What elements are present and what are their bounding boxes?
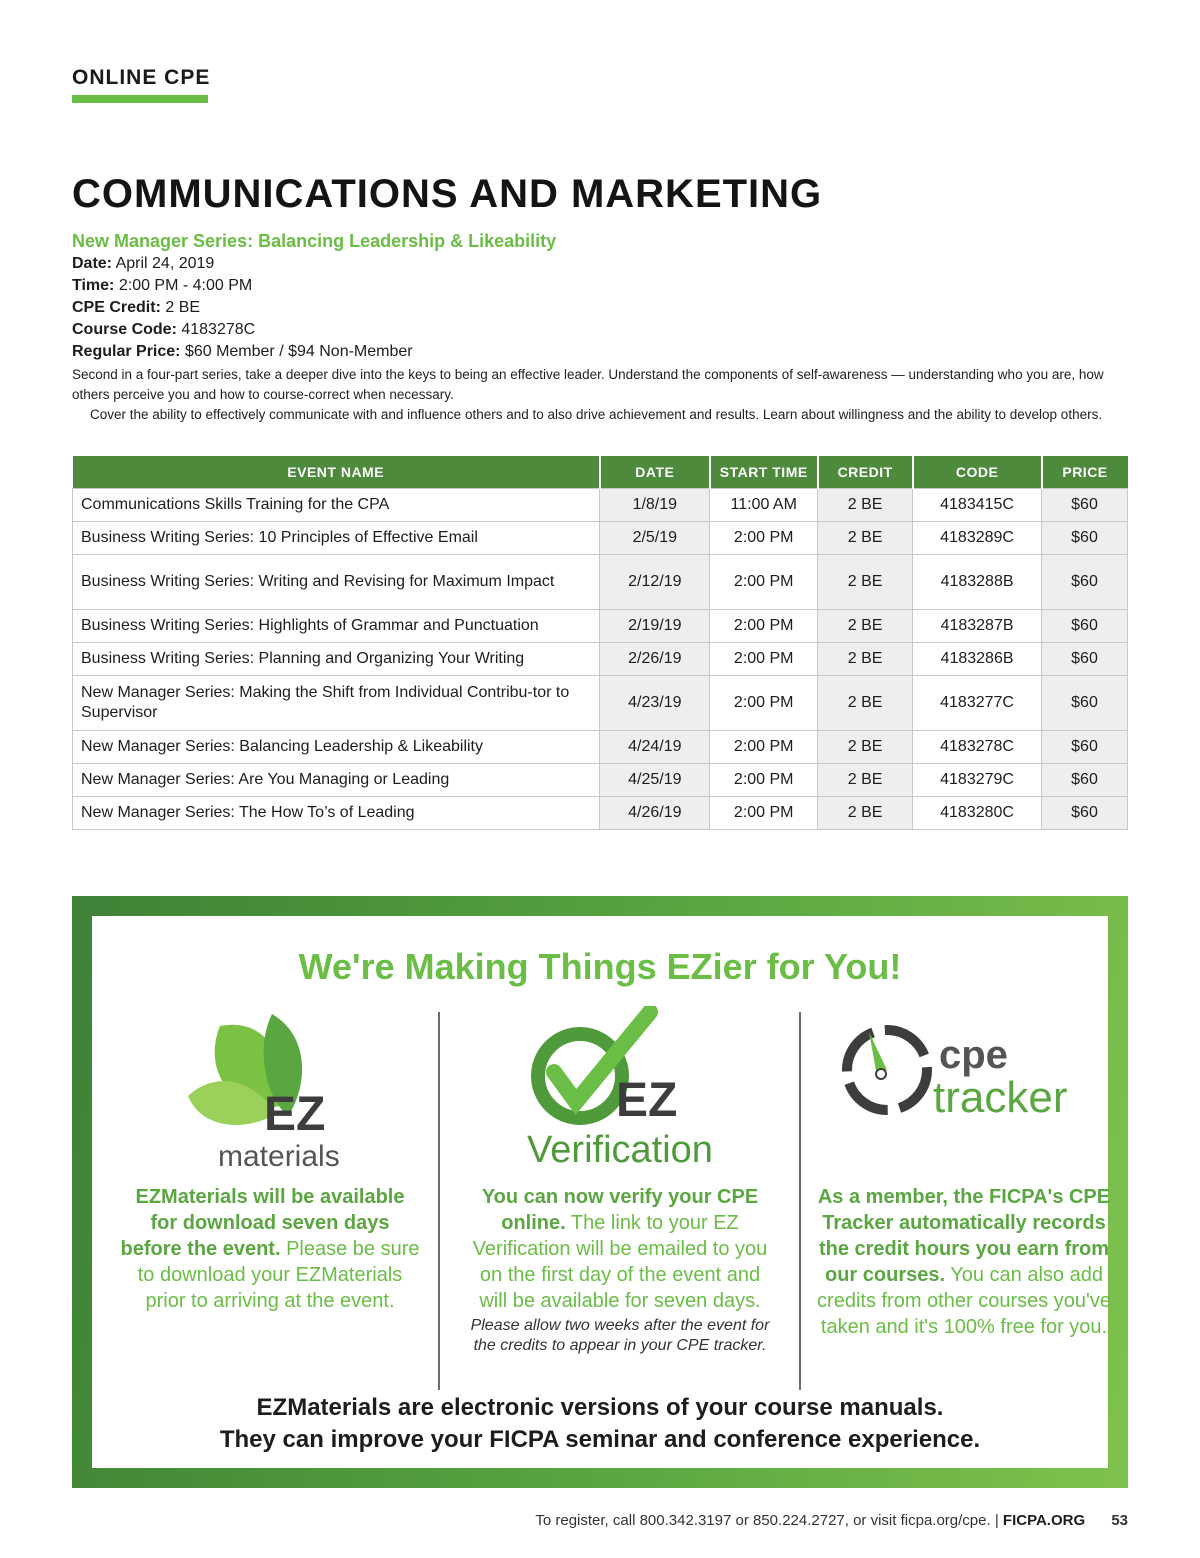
header-credit: CREDIT <box>818 456 913 489</box>
leaf-icon <box>180 1006 360 1178</box>
cell-credit: 2 BE <box>818 797 913 830</box>
cell-price: $60 <box>1042 797 1128 830</box>
cell-credit: 2 BE <box>818 489 913 522</box>
svg-text:cpe: cpe <box>939 1033 1008 1077</box>
section-label: ONLINE CPE <box>72 66 211 89</box>
cell-start-time: 2:00 PM <box>710 764 818 797</box>
table-row <box>73 610 1128 643</box>
cell-credit: 2 BE <box>818 731 913 764</box>
svg-text:tracker: tracker <box>933 1073 1068 1122</box>
cell-code: 4183287B <box>913 610 1042 643</box>
course-details <box>72 229 1132 425</box>
cell-price: $60 <box>1042 610 1128 643</box>
cell-date: 2/26/19 <box>600 643 710 676</box>
cell-event-name: Business Writing Series: Writing and Revising for Maximum Impact <box>73 555 600 610</box>
ez-materials-column <box>120 1006 420 1314</box>
cell-date: 4/25/19 <box>600 764 710 797</box>
page-footer <box>535 1512 1128 1529</box>
cell-start-time: 2:00 PM <box>710 797 818 830</box>
cell-code: 4183280C <box>913 797 1042 830</box>
cell-code: 4183415C <box>913 489 1042 522</box>
cell-code: 4183288B <box>913 555 1042 610</box>
cell-start-time: 2:00 PM <box>710 643 818 676</box>
cell-event-name: New Manager Series: Making the Shift from Individual Contribu-tor to Supervisor <box>73 676 600 731</box>
ez-verification-text: You can now verify your CPE online. The link to your EZ Verification will be emailed to you on the first day of the event and will be available for seven days. <box>472 1186 768 1312</box>
cell-credit: 2 BE <box>818 764 913 797</box>
header-code: CODE <box>913 456 1042 489</box>
svg-text:EZ: EZ <box>264 1088 326 1141</box>
cell-start-time: 2:00 PM <box>710 610 818 643</box>
header-price: PRICE <box>1042 456 1128 489</box>
cell-start-time: 11:00 AM <box>710 489 818 522</box>
footer-register-text: To register, call 800.342.3197 or 850.224.2727, or visit ficpa.org/cpe. <box>535 1512 991 1529</box>
ez-verification-column <box>470 1006 770 1356</box>
cell-date: 4/24/19 <box>600 731 710 764</box>
header-date: DATE <box>600 456 710 489</box>
page-number: 53 <box>1111 1512 1128 1529</box>
cell-date: 1/8/19 <box>600 489 710 522</box>
header-event-name: EVENT NAME <box>73 456 600 489</box>
compass-icon <box>829 1006 1099 1178</box>
course-time: Time: 2:00 PM - 4:00 PM <box>72 277 253 294</box>
promo-heading: We're Making Things EZier for You! <box>298 946 902 987</box>
cell-price: $60 <box>1042 643 1128 676</box>
table-row <box>73 764 1128 797</box>
promo-banner <box>72 896 1128 1488</box>
cell-event-name: Business Writing Series: Planning and Organizing Your Writing <box>73 643 600 676</box>
description-paragraph-1: Second in a four-part series, take a deeper dive into the keys to being an effective leader. Understand the components of self-awareness — understanding who you are, how others perceive you and how to course-correct when necessary. <box>72 367 1104 402</box>
course-code: Course Code: 4183278C <box>72 321 256 338</box>
svg-text:Verification: Verification <box>527 1129 713 1171</box>
table-header-row <box>73 456 1128 489</box>
cell-credit: 2 BE <box>818 522 913 555</box>
header-start-time: START TIME <box>710 456 818 489</box>
svg-text:EZ: EZ <box>616 1074 678 1127</box>
cell-credit: 2 BE <box>818 555 913 610</box>
course-price: Regular Price: $60 Member / $94 Non-Member <box>72 343 413 360</box>
ez-materials-logo <box>120 1006 420 1178</box>
cell-date: 2/19/19 <box>600 610 710 643</box>
table-row <box>73 731 1128 764</box>
cell-start-time: 2:00 PM <box>710 731 818 764</box>
cell-price: $60 <box>1042 764 1128 797</box>
section-underline <box>72 95 208 103</box>
cell-price: $60 <box>1042 555 1128 610</box>
course-date: Date: April 24, 2019 <box>72 255 215 272</box>
description-paragraph-2: Cover the ability to effectively communicate with and influence others and to also drive achievement and results. Learn about willingness and the ability to develop others. <box>90 407 1103 422</box>
cell-start-time: 2:00 PM <box>710 522 818 555</box>
cell-price: $60 <box>1042 522 1128 555</box>
promo-footer: EZMaterials are electronic versions of your course manuals. They can improve your FICPA seminar and conference experience. <box>219 1394 981 1453</box>
cell-date: 2/12/19 <box>600 555 710 610</box>
cpe-tracker-logo <box>814 1006 1114 1178</box>
cell-event-name: New Manager Series: The How To’s of Leading <box>73 797 600 830</box>
footer-site-link[interactable]: FICPA.ORG <box>1002 1512 1086 1529</box>
cell-credit: 2 BE <box>818 643 913 676</box>
cell-start-time: 2:00 PM <box>710 555 818 610</box>
cpe-tracker-text: As a member, the FICPA's CPE Tracker automatically records the credit hours you earn from our courses. You can also add credits from other courses you've taken and it's 100% free for you. <box>817 1186 1111 1338</box>
table-row <box>73 643 1128 676</box>
ez-verification-note: Please allow two weeks after the event for the credits to appear in your CPE tracker. <box>470 1317 770 1354</box>
cell-date: 4/23/19 <box>600 676 710 731</box>
cell-event-name: New Manager Series: Balancing Leadership & Likeability <box>73 731 600 764</box>
cell-code: 4183286B <box>913 643 1042 676</box>
column-divider <box>438 1012 440 1390</box>
cell-credit: 2 BE <box>818 676 913 731</box>
cell-event-name: Business Writing Series: 10 Principles of Effective Email <box>73 522 600 555</box>
promo-panel <box>92 916 1111 1468</box>
cell-date: 4/26/19 <box>600 797 710 830</box>
table-row <box>73 522 1128 555</box>
table-row <box>73 797 1128 830</box>
svg-text:materials: materials <box>218 1140 340 1173</box>
page-title: COMMUNICATIONS AND MARKETING <box>72 172 823 216</box>
column-divider <box>799 1012 801 1390</box>
cell-price: $60 <box>1042 731 1128 764</box>
table-row <box>73 489 1128 522</box>
cell-event-name: Business Writing Series: Highlights of Grammar and Punctuation <box>73 610 600 643</box>
cell-code: 4183289C <box>913 522 1042 555</box>
cell-code: 4183279C <box>913 764 1042 797</box>
cell-code: 4183277C <box>913 676 1042 731</box>
course-credit: CPE Credit: 2 BE <box>72 299 201 316</box>
cell-event-name: Communications Skills Training for the CPA <box>73 489 600 522</box>
cell-event-name: New Manager Series: Are You Managing or Leading <box>73 764 600 797</box>
cell-date: 2/5/19 <box>600 522 710 555</box>
table-row <box>73 555 1128 610</box>
ez-materials-text: EZMaterials will be available for download seven days before the event. Please be sure to download your EZMaterials prior to arriving at the event. <box>120 1186 420 1312</box>
cell-price: $60 <box>1042 676 1128 731</box>
table-row <box>73 676 1128 731</box>
cell-start-time: 2:00 PM <box>710 676 818 731</box>
cell-price: $60 <box>1042 489 1128 522</box>
cell-code: 4183278C <box>913 731 1042 764</box>
course-description <box>72 365 1132 425</box>
ez-verification-logo <box>470 1006 770 1178</box>
footer-separator: | <box>994 1512 999 1529</box>
cpe-tracker-column <box>814 1006 1114 1340</box>
checkmark-icon <box>510 1006 730 1178</box>
events-table <box>72 456 1128 830</box>
cell-credit: 2 BE <box>818 610 913 643</box>
course-title: New Manager Series: Balancing Leadership & Likeability <box>72 231 557 251</box>
